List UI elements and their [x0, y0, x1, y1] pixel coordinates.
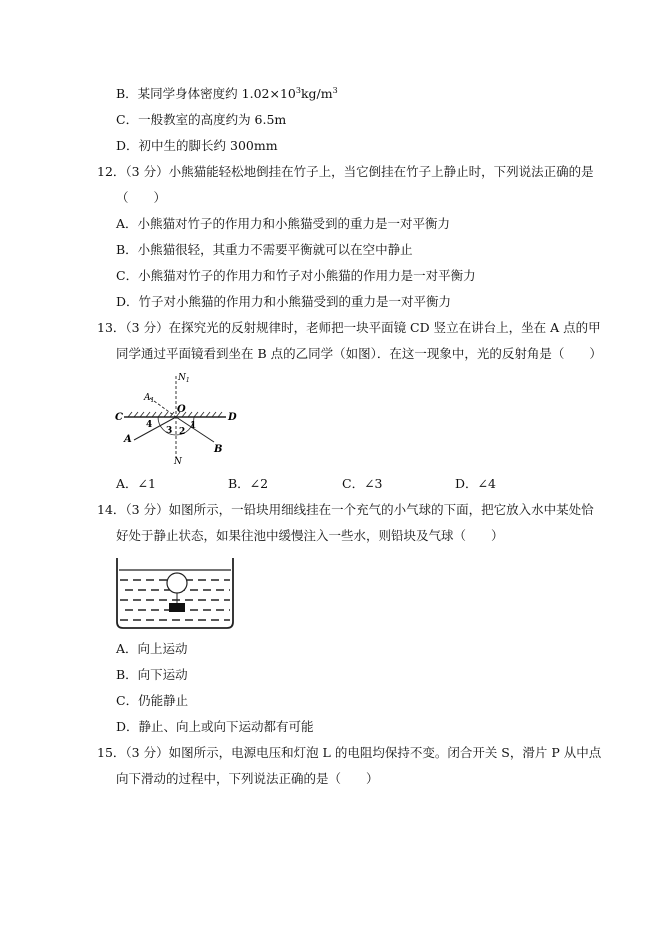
q12-option-a: A．小熊猫对竹子的作用力和小熊猫受到的重力是一对平衡力 [116, 216, 451, 231]
q14-option-d: D．静止、向上或向下运动都有可能 [116, 719, 314, 734]
q12-option-b: B．小熊猫很轻，其重力不需要平衡就可以在空中静止 [116, 242, 413, 257]
reflection-diagram [114, 370, 244, 465]
q13-option-a: A．∠1 [116, 476, 156, 491]
balloon [167, 573, 187, 593]
q11-option-c: C．一般教室的高度约为 6.5m [116, 112, 287, 127]
q12-option-c: C．小熊猫对竹子的作用力和竹子对小熊猫的作用力是一对平衡力 [116, 268, 476, 283]
label-n: N [174, 457, 182, 465]
q14-stem-line2: 好处于静止状态，如果往池中缓慢注入一些水，则铅块及气球（ ） [116, 528, 504, 543]
water-tank-diagram [116, 556, 234, 630]
q11-option-b: B．某同学身体密度约 $1.02\times 10^3kg/m^3$ [116, 85, 338, 101]
label-b: B [214, 444, 223, 455]
q15-stem-line1: 15．（3 分）如图所示，电源电压和灯泡 L 的电阻均保持不变。闭合开关 S，滑片 P 从中点 [97, 745, 602, 760]
q14-stem-line1: 14．（3 分）如图所示，一铅块用细线挂在一个充气的小气球的下面，把它放入水中某处恰 [97, 502, 594, 517]
label-angle2: 2 [179, 427, 186, 437]
q12-stem-line2: （ ） [116, 190, 167, 205]
q13-option-d: D．∠4 [455, 476, 496, 491]
q13-option-c: C．∠3 [342, 476, 383, 491]
q12-stem-line1: 12．（3 分）小熊猫能轻松地倒挂在竹子上，当它倒挂在竹子上静止时，下列说法正确的是 [97, 164, 594, 179]
q15-stem-line2: 向下滑动的过程中，下列说法正确的是（ ） [116, 771, 379, 786]
label-angle4: 4 [146, 420, 153, 430]
label-a1: $A_1$ [144, 393, 155, 404]
label-angle3: 3 [166, 426, 173, 436]
label-c: C [115, 412, 123, 423]
q13-stem-line2: 同学通过平面镜看到坐在 B 点的乙同学（如图）．在这一现象中，光的反射角是（ ） [116, 346, 602, 361]
label-angle1: 1 [190, 421, 197, 431]
lead-block [169, 603, 185, 612]
q14-option-c: C．仍能静止 [116, 693, 189, 708]
q11-option-d: D．初中生的脚长约 300mm [116, 138, 278, 153]
label-n1: $N_1$ [178, 373, 190, 384]
label-d: D [228, 412, 237, 423]
q13-option-b: B．∠2 [228, 476, 269, 491]
q13-stem-line1: 13．（3 分）在探究光的反射规律时，老师把一块平面镜 CD 竖立在讲台上，坐在 A 点的甲 [97, 320, 601, 335]
label-o: O [177, 404, 186, 415]
label-a: A [124, 434, 132, 445]
q14-option-a: A．向上运动 [116, 641, 188, 656]
q14-option-b: B．向下运动 [116, 667, 188, 682]
q12-option-d: D．竹子对小熊猫的作用力和小熊猫受到的重力是一对平衡力 [116, 294, 452, 309]
